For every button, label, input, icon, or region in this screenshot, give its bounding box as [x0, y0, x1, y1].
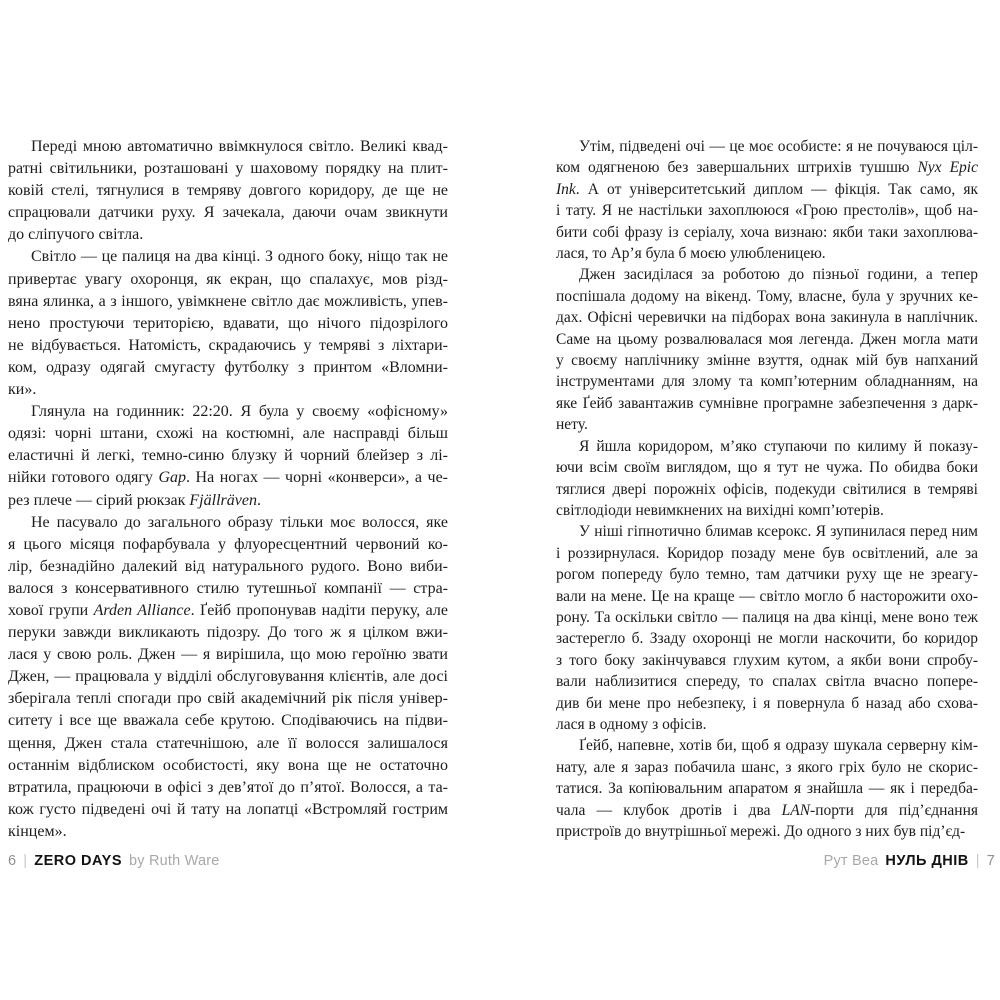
paragraph — [556, 521, 978, 735]
text-line: дах. Офісні черевички на підборах вона закинула в наплічник. — [556, 309, 978, 327]
book-author-ukrainian: Рут Веа — [823, 853, 879, 869]
text-line: яке Ґейб завантажив сумнівне програмне забезпечення з дарк- — [556, 394, 978, 412]
paragraph — [8, 136, 448, 246]
text-line: ки». — [8, 381, 37, 399]
left-page-text-column — [8, 136, 448, 843]
text-line: нету. — [556, 416, 588, 434]
text-line: Не пасувало до загального образу тільки моє волосся, яке — [31, 513, 448, 531]
text-line: рез плече — сірий рюкзак Fjällräven. — [8, 491, 261, 509]
right-page-number: 7 — [986, 853, 995, 869]
book-byline: by Ruth Ware — [129, 853, 220, 869]
text-line: останнім відблиском особистості, яку вона ще не остаточно — [8, 756, 448, 774]
text-line: щення, Джен стала статечнішою, але її волосся залишалося — [8, 734, 448, 752]
footer-divider: | — [23, 853, 28, 869]
text-line: лася в одному з офісів. — [556, 715, 707, 733]
text-line: світлодіоди невимкнених на вихідні комп’ютерів. — [556, 501, 884, 519]
book-title-ukrainian: НУЛЬ ДНІВ — [885, 853, 969, 869]
paragraph — [556, 264, 978, 435]
text-line: кінцем». — [8, 822, 67, 840]
text-line: застерегло б. Ззаду охоронці не могли наскочити, бо коридор — [556, 630, 978, 648]
text-line: ковій стелі, тягнулися в темряву довгого коридору, де ще не — [8, 182, 448, 200]
paragraph — [556, 735, 978, 842]
text-line: інструментами для злому та комп’ютерним обладнанням, на — [556, 373, 978, 391]
text-line: ючи всім своїм виглядом, що я тут не чужа. По обидва боки — [556, 459, 978, 477]
text-line: втратила, працюючи в офісі з дев’ятої до п’ятої. Волосся, а та- — [8, 778, 448, 796]
text-line: одязі: чорні штани, схожі на костюмні, але насправді більш — [8, 425, 448, 443]
text-line: вали наблизитися спереду, то спалах світла вчасно попере- — [556, 673, 978, 691]
text-line: вяна ялинка, а з іншого, увімкнене світло дає можливість, упев- — [8, 292, 448, 310]
left-page-footer — [8, 853, 220, 869]
paragraph — [8, 246, 448, 401]
text-line: привертає увагу охоронця, як екран, що спалахує, мов різд- — [8, 270, 448, 288]
text-line: Ink. А от університетський диплом — фікція. Так само, як — [556, 180, 978, 198]
text-line: див би мене про небезпеку, і я повернула б назад або схова- — [556, 694, 978, 712]
text-line: пристроїв до внутрішньої мережі. До одного з них був під’єд- — [556, 823, 966, 840]
left-page-number: 6 — [8, 853, 17, 869]
text-line: я цього місяця пофарбувала у флуоресцентний червоний ко- — [8, 535, 448, 553]
text-line: Саме на цьому розвалювалася моя легенда. Джен могла мати — [556, 330, 978, 348]
text-line: ком одягненою без завершальних штрихів тушшю Nyx Epic — [556, 159, 978, 177]
text-line: Утім, підведені очі — це моє особисте: я не почуваюся ціл- — [579, 138, 978, 155]
text-line: лір, безнадійно далекий від натурального рудого. Воно виби- — [8, 557, 448, 575]
footer-divider: | — [975, 853, 980, 869]
text-line: Джен, — працювала у відділі обслуговування клієнтів, але досі — [8, 668, 448, 686]
text-line: рону. Та оскільки світло — палиця на два кінці, мене воно теж — [556, 608, 978, 626]
text-line: Я йшла коридором, м’яко ступаючи по килиму й показу- — [579, 437, 978, 455]
text-line: і роззирнулася. Коридор позаду мене був освітлений, але за — [556, 544, 978, 562]
text-line: до сліпучого світла. — [8, 226, 144, 244]
text-line: рогом попереду було темно, там датчики руху ще не зреагу- — [556, 566, 978, 584]
text-line: перуки завжди викликають підозру. До того ж я цілком вжи- — [8, 624, 448, 642]
text-line: нійки готового одягу Gap. На ногах — чорні «конверси», а че- — [8, 469, 448, 487]
text-line: зберігала теплі спогади про свій академічний рік після універ- — [8, 690, 448, 708]
text-line: кож густо підведені очі й тату на лопатці «Встромляй гострим — [8, 800, 448, 818]
text-line: не відбувається. Натомість, скрадаючись у темряві з ліхтари- — [8, 336, 448, 354]
paragraph — [8, 512, 448, 843]
right-page-text-column — [556, 136, 978, 842]
text-line: ратні світильники, розташовані у шаховому порядку на плит- — [8, 160, 448, 178]
text-line: тяглися двері порожніх офісів, подекуди світилися в темряві — [556, 480, 978, 498]
text-line: лася у свою роль. Джен — я вирішила, що мою героїню звати — [8, 646, 448, 664]
text-line: Глянула на годинник: 22:20. Я була у своєму «офісному» — [31, 403, 448, 421]
text-line: чала — клубок дротів і два LAN-порти для під’єднання — [556, 801, 979, 819]
text-line: Світло — це палиця на два кінці. З одного боку, ніщо так не — [31, 248, 448, 266]
right-page-footer — [824, 853, 995, 869]
text-line: Джен засиділася за роботою до пізньої години, а тепер — [579, 266, 978, 284]
text-line: нено простуючи територією, вдавати, що нічого підозрілого — [8, 314, 448, 332]
text-line: поспішала додому на вікенд. Тому, власне, була у зручних ке- — [556, 287, 978, 305]
text-line: ком, одразу одягай смугасту футболку з принтом «Вломни- — [8, 358, 448, 376]
text-line: хової групи Arden Alliance. Ґейб пропонував надіти перуку, але — [8, 601, 448, 619]
text-line: лася, то Ар’я була б моєю улюбленицею. — [556, 245, 826, 263]
text-line: у своєму наплічнику змінне взуття, однак мій був напханий — [556, 352, 978, 370]
text-line: бити собі фразу із серіалу, хоча визнаю: якби таки захоплюва- — [556, 223, 978, 241]
paragraph — [556, 436, 978, 522]
text-line: нату, але я зараз побачила шанс, з якого гріх було не скорис- — [556, 758, 978, 776]
text-line: з того боку закінчувався глухим кутом, а якби вони спробу- — [556, 651, 978, 669]
text-line: еластичні й легкі, темно-синю блузку й чорний блейзер з лі- — [8, 447, 448, 465]
text-line: ситету і все ще вважала себе крутою. Сподіваючись на підви- — [8, 712, 448, 730]
book-title-english: ZERO DAYS — [34, 853, 122, 869]
text-line: і тату. Я не настільки захоплююся «Грою престолів», щоб на- — [556, 202, 978, 220]
text-line: Ґейб, напевне, хотів би, щоб я одразу шукала серверну кім- — [579, 737, 978, 755]
text-line: спрацювали датчики руху. Я зачекала, даючи очам звикнути — [8, 204, 448, 222]
text-line: У ніші гіпнотично блимав ксерокс. Я зупинилася перед ним — [579, 523, 978, 541]
text-line: вали на мене. Це на краще — світло могло б насторожити охо- — [556, 587, 978, 605]
text-line: валося з консервативного стилю тутешньої компанії — стра- — [8, 579, 448, 597]
paragraph — [8, 401, 448, 511]
text-line: татися. За копіювальним апаратом я знайшла — як і передба- — [556, 780, 978, 798]
paragraph — [556, 136, 978, 264]
text-line: Переді мною автоматично ввімкнулося світло. Великі квад- — [31, 138, 448, 155]
